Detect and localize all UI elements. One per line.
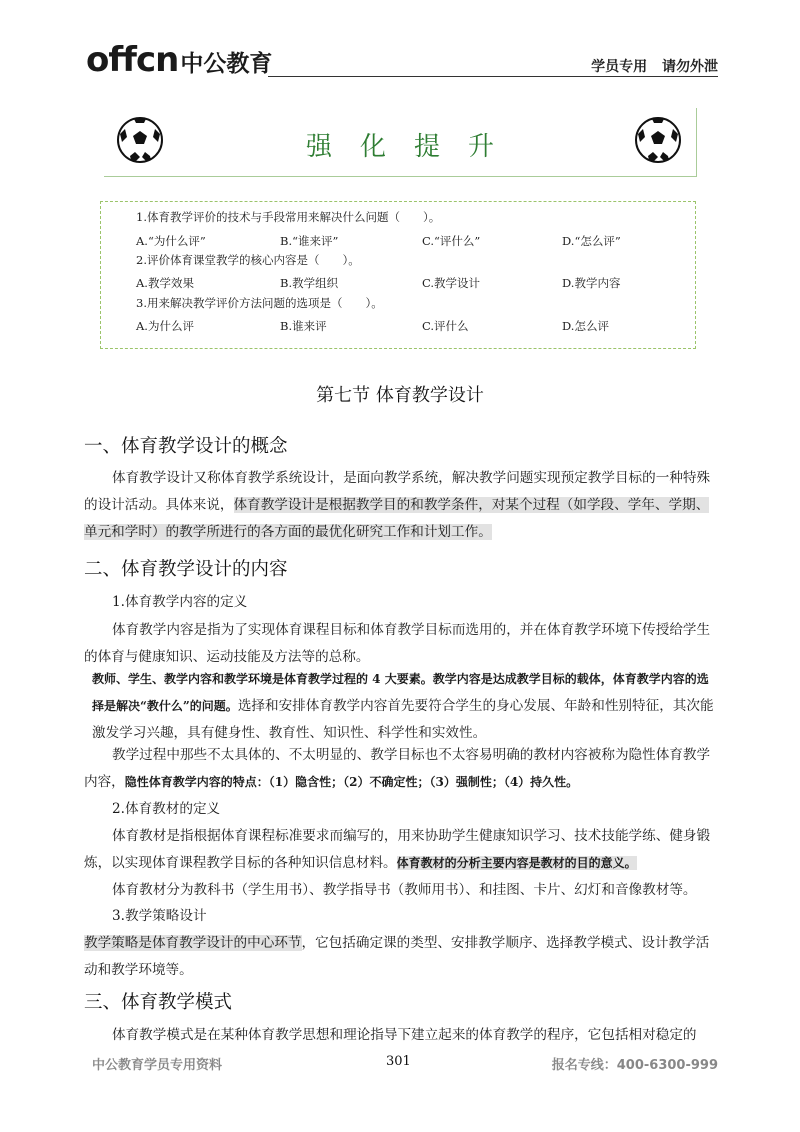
heading-content: 二、体育教学设计的内容: [84, 559, 288, 580]
q2-option-d: D.教学内容: [562, 276, 621, 290]
paragraph-content-def: 体育教学内容是指为了实现体育课程目标和体育教学目标而选用的，并在体育教学环境下传授给学生的体育与健康知识、运动技能及方法等的总称。: [84, 622, 711, 665]
q1-option-a: A.“为什么评”: [136, 234, 206, 248]
header-tag: 学员专用 请勿外泄: [591, 59, 718, 75]
header-rule: [268, 76, 718, 77]
hidden-content-text: 教学过程中那些不太具体的、不太明显的、教学目标也不太容易明确的教材内容被称为隐性体育教学内容，: [84, 747, 711, 790]
heading-concept: 一、体育教学设计的概念: [84, 436, 288, 457]
strategy-text: ，它包括确定课的类型、安排教学顺序、选择教学模式、设计教学活动和教学环境等。: [84, 935, 710, 978]
elements-text: 选择和安排体育教学内容首先要符合学生的身心发展、年龄和性别特征，其次能激发学习兴趣，具有健身性、教育性、知识性、科学性和实效性。: [92, 698, 714, 741]
paragraph-material-def: [84, 823, 718, 877]
subheading-material-def: 2.体育教材的定义: [112, 801, 221, 817]
paragraph-model: 体育教学模式是在某种体育教学思想和理论指导下建立起来的体育教学的程序，它包括相对稳定的: [112, 1027, 697, 1043]
paragraph-concept: [84, 465, 718, 546]
footer-left: 中公教育学员专用资料: [92, 1058, 223, 1073]
hidden-content-bold: 隐性体育教学内容的特点：（1）隐含性；（2）不确定性；（3）强制性；（4）持久性。: [124, 775, 579, 789]
q2-option-b: B.教学组织: [280, 276, 339, 290]
q3-option-a: A.为什么评: [136, 319, 194, 333]
q3-option-d: D.怎么评: [562, 319, 609, 333]
q3-option-c: C.评什么: [422, 319, 469, 333]
soccer-ball-icon: [116, 116, 164, 164]
q2-option-a: A.教学效果: [136, 276, 194, 290]
banner-title: 强化提升: [305, 132, 522, 162]
paragraph-elements: [92, 666, 718, 747]
question-3: 3.用来解决教学评价方法问题的选项是（ ）。: [136, 296, 383, 310]
subheading-content-def: 1.体育教学内容的定义: [112, 594, 248, 610]
paragraph-material-types: 体育教材分为教科书（学生用书）、教学指导书（教师用书）、和挂图、卡片、幻灯和音像教材等。: [112, 882, 697, 898]
page-number: 301: [386, 1054, 411, 1069]
q2-option-c: C.教学设计: [422, 276, 481, 290]
logo-cn-text: 中公教育: [180, 51, 273, 77]
material-text: 体育教材是指根据体育课程标准要求而编写的，用来协助学生健康知识学习、技术技能学练、健身锻炼，以实现体育课程教学目标的各种知识信息材料。: [84, 828, 711, 871]
logo-latin-text: offcn: [86, 40, 179, 80]
concept-highlight: 体育教学设计是根据教学目的和教学条件，对某个过程（如学段、学年、学期、单元和学时）的教学所进行的各方面的最优化研究工作和计划工作。: [84, 497, 710, 540]
q1-option-c: C.“评什么”: [422, 234, 481, 248]
footer-hotline: 报名专线：400-6300-999: [551, 1058, 718, 1073]
elements-bold: 教师、学生、教学内容和教学环境是体育教学过程的 4 大要素。教学内容是达成教学目标的载体，体育教学内容的选择是解决“教什么”的问题。: [92, 672, 709, 713]
question-1: 1.体育教学评价的技术与手段常用来解决什么问题（ ）。: [136, 210, 441, 224]
material-bold: 体育教材的分析主要内容是教材的目的意义。: [396, 856, 637, 870]
q1-option-d: D.“怎么评”: [562, 234, 621, 248]
subheading-strategy: 3.教学策略设计: [112, 908, 207, 924]
section-title: 第七节 体育教学设计: [316, 385, 484, 406]
banner: [104, 108, 697, 177]
strategy-highlight: 教学策略是体育教学设计的中心环节: [84, 935, 302, 951]
paragraph-strategy: [84, 930, 718, 984]
q3-option-b: B.谁来评: [280, 319, 327, 333]
q1-option-b: B.“谁来评”: [280, 234, 339, 248]
offcn-logo: [86, 40, 272, 80]
heading-model: 三、体育教学模式: [84, 992, 233, 1013]
soccer-ball-icon: [634, 116, 682, 164]
concept-text: 体育教学设计又称体育教学系统设计，是面向教学系统，解决教学问题实现预定教学目标的一种特殊的设计活动。具体来说，: [84, 470, 711, 513]
question-2: 2.评价体育课堂教学的核心内容是（ ）。: [136, 253, 360, 267]
paragraph-hidden-content: [84, 742, 718, 796]
